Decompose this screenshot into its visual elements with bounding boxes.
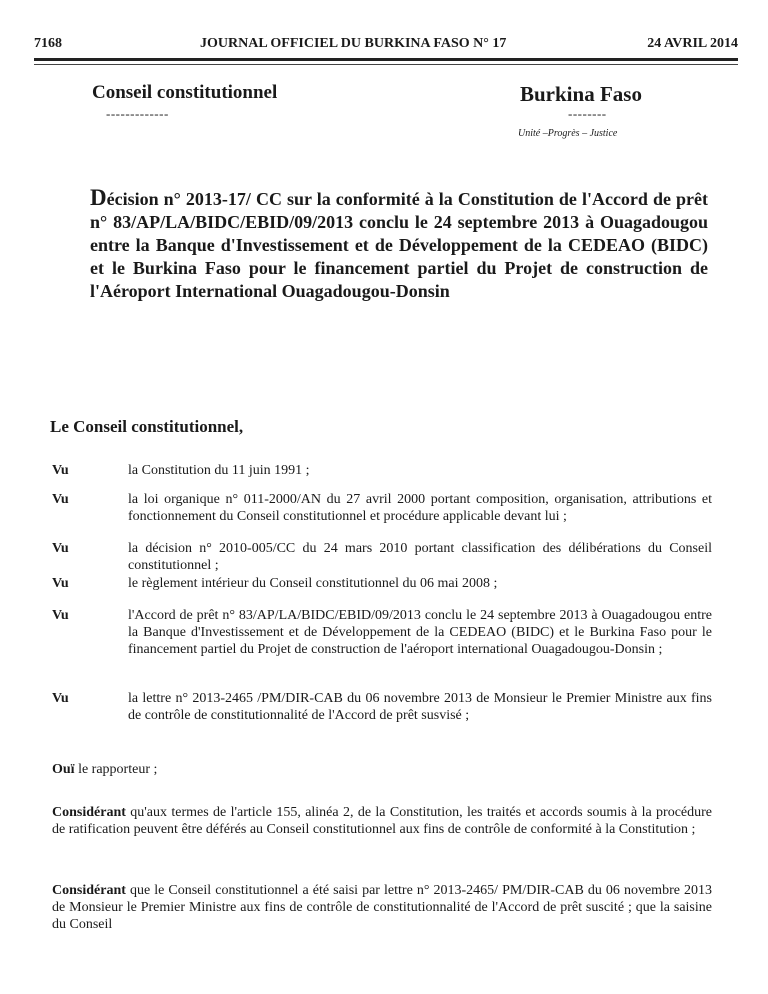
oui-line: [52, 762, 157, 778]
visa-label: Vu: [52, 608, 69, 623]
visa-label: Vu: [52, 691, 69, 706]
considerant-text: qu'aux termes de l'article 155, alinéa 2, de la Constitution, les traités et accords soumis à la procédure de ratification peuvent être déférés au Conseil constitutionnel aux fins de contrôle de conformité à la Constitution ;: [52, 805, 712, 837]
considerant-text: que le Conseil constitutionnel a été saisi par lettre n° 2013-2465/ PM/DIR-CAB du 06 novembre 2013 de Monsieur le Premier Ministre aux fins de contrôle de constitutionnalité de l'Accord de prêt suscité ; que la saisine du Conseil: [52, 883, 712, 932]
decision-title: [90, 186, 708, 303]
visa-text: la Constitution du 11 juin 1991 ;: [128, 463, 310, 478]
visa-text: la loi organique n° 011-2000/AN du 27 avril 2000 portant composition, organisation, attributions et fonctionnement du Conseil constitutionnel et procédure applicable devant lui ;: [128, 492, 712, 524]
header-rule-thin: [34, 64, 738, 65]
visa-text: la décision n° 2010-005/CC du 24 mars 2010 portant classification des délibérations du Conseil constitutionnel ;: [128, 541, 712, 573]
considerant-label: Considérant: [52, 883, 126, 898]
country-dashes: --------: [568, 106, 607, 121]
considerant-label: Considérant: [52, 805, 126, 820]
considerant-1: [52, 804, 712, 838]
page-header: [34, 36, 738, 56]
visa-label: Vu: [52, 541, 69, 556]
oui-text: le rapporteur ;: [78, 762, 158, 777]
visa-label: Vu: [52, 492, 69, 507]
page-number: 7168: [34, 36, 62, 51]
intro-heading: Le Conseil constitutionnel,: [50, 417, 244, 436]
oui-label: Ouï: [52, 762, 75, 777]
visa-text: la lettre n° 2013-2465 /PM/DIR-CAB du 06 novembre 2013 de Monsieur le Premier Ministre aux fins de contrôle de constitutionnalité de l'Accord de prêt susvisé ;: [128, 691, 712, 723]
journal-title: JOURNAL OFFICIEL DU BURKINA FASO N° 17: [200, 36, 507, 51]
visa-text: le règlement intérieur du Conseil constitutionnel du 06 mai 2008 ;: [128, 576, 498, 591]
issue-date: 24 AVRIL 2014: [647, 36, 738, 51]
visa-label: Vu: [52, 463, 69, 478]
issuer-name: Conseil constitutionnel: [92, 82, 278, 103]
considerant-2: [52, 882, 712, 933]
header-rule-thick: [34, 58, 738, 61]
decision-title-text: écision n° 2013-17/ CC sur la conformité à la Constitution de l'Accord de prêt n° 83/AP/LA/BIDC/EBID/09/2013 conclu le 24 septembre 2013 à Ouagadougou entre la Banque d'Investissement et de Développement de la CEDEAO (BIDC) et le Burkina Faso pour le financement partiel du Projet de construction de l'Aéroport International Ouagadougou-Donsin: [90, 189, 708, 301]
issuer-dashes: -------------: [106, 106, 169, 121]
visa-text: l'Accord de prêt n° 83/AP/LA/BIDC/EBID/09/2013 conclu le 24 septembre 2013 à Ouagadougou entre la Banque d'Investissement et de Développement de la CEDEAO (BIDC) et le Burkina Faso pour le financement partiel du Projet de construction de l'aéroport international Ouagadougou-Donsin ;: [128, 608, 712, 657]
decision-initial: D: [90, 185, 107, 210]
country-name: Burkina Faso: [520, 82, 642, 106]
country-motto: Unité –Progrès – Justice: [518, 128, 618, 139]
visa-label: Vu: [52, 576, 69, 591]
